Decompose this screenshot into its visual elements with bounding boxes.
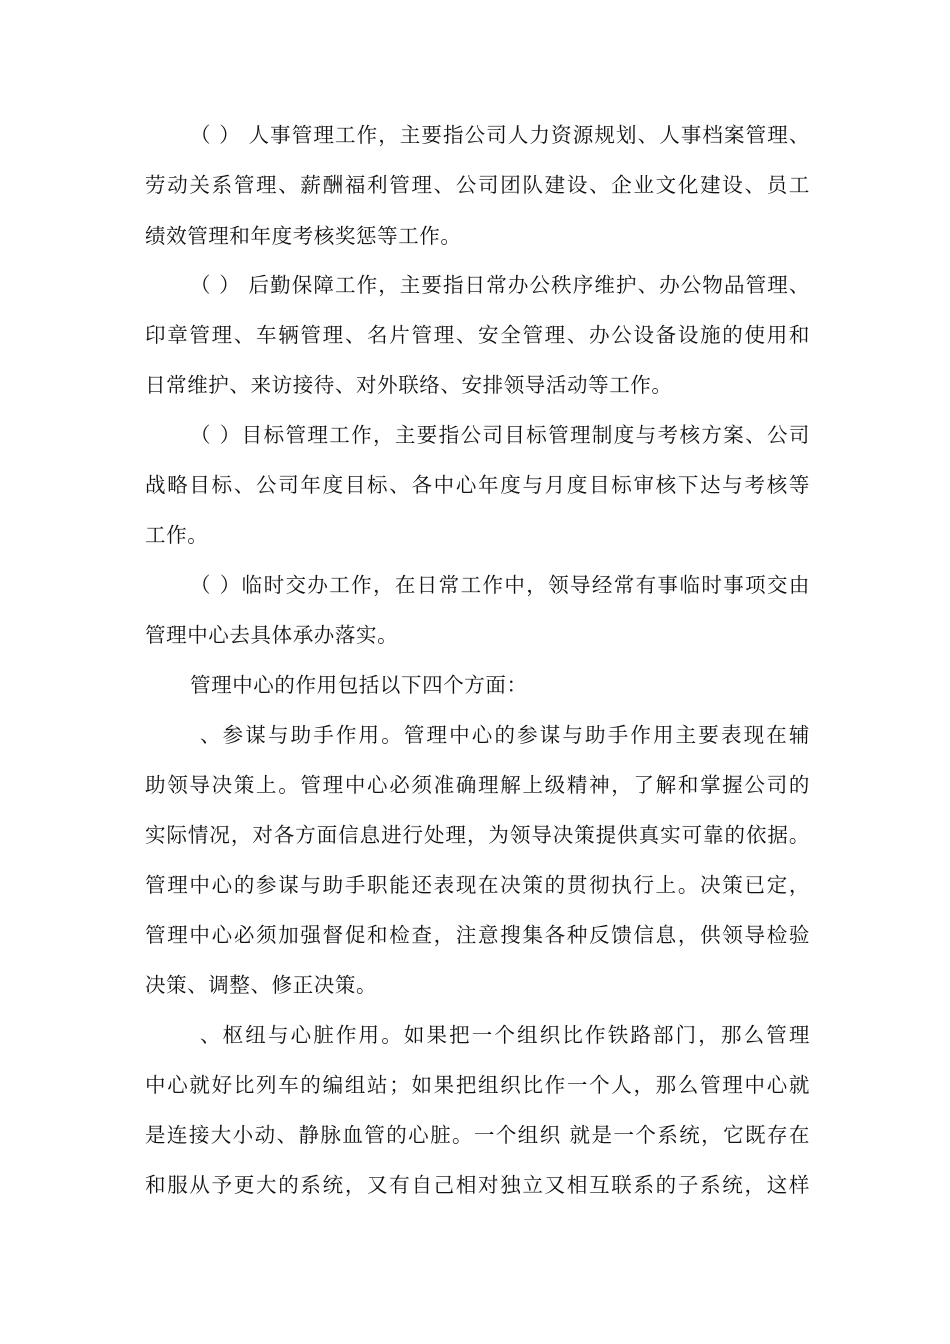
text-line: 、枢纽与心脏作用。如果把一个组织比作铁路部门，那么管理 — [200, 1023, 810, 1047]
text-line: 、参谋与助手作用。管理中心的参谋与助手作用主要表现在辅 — [200, 723, 810, 747]
text-line: 是连接大小动、静脉血管的心脏。一个组织 就是一个系统，它既存在 — [145, 1123, 810, 1147]
text-line: 和服从予更大的系统，又有自己相对独立又相互联系的子系统，这样 — [145, 1173, 810, 1197]
text-line: 日常维护、来访接待、对外联络、安排领导活动等工作。 — [145, 373, 673, 397]
text-line: 管理中心必须加强督促和检查，注意搜集各种反馈信息，供领导检验 — [145, 923, 810, 947]
text-line: 绩效管理和年度考核奖惩等工作。 — [145, 224, 462, 248]
text-line: 管理中心的作用包括以下四个方面： — [190, 673, 528, 697]
text-line: 劳动关系管理、薪酬福利管理、公司团队建设、企业文化建设、员工 — [145, 173, 810, 197]
text-line: （ ）临时交办工作，在日常工作中，领导经常有事临时事项交由 — [190, 573, 810, 597]
text-line: 印章管理、车辆管理、名片管理、安全管理、办公设备设施的使用和 — [145, 323, 810, 347]
text-line: 战略目标、公司年度目标、各中心年度与月度目标审核下达与考核等 — [145, 473, 810, 497]
text-line: 中心就好比列车的编组站；如果把组织比作一个人，那么管理中心就 — [145, 1073, 810, 1097]
text-line: 决策、调整、修正决策。 — [145, 973, 378, 997]
text-line: 实际情况，对各方面信息进行处理，为领导决策提供真实可靠的依据。 — [145, 823, 810, 847]
text-line: （ ） 人事管理工作，主要指公司人力资源规划、人事档案管理、 — [190, 123, 810, 147]
text-line: 管理中心去具体承办落实。 — [145, 623, 399, 647]
text-line: （ ） 后勤保障工作，主要指日常办公秩序维护、办公物品管理、 — [190, 273, 810, 297]
text-line: 工作。 — [145, 523, 209, 547]
text-line: （ ）目标管理工作，主要指公司目标管理制度与考核方案、公司 — [190, 423, 810, 447]
text-line: 助领导决策上。管理中心必须准确理解上级精神，了解和掌握公司的 — [145, 773, 810, 797]
text-line: 管理中心的参谋与助手职能还表现在决策的贯彻执行上。决策已定， — [145, 873, 810, 897]
